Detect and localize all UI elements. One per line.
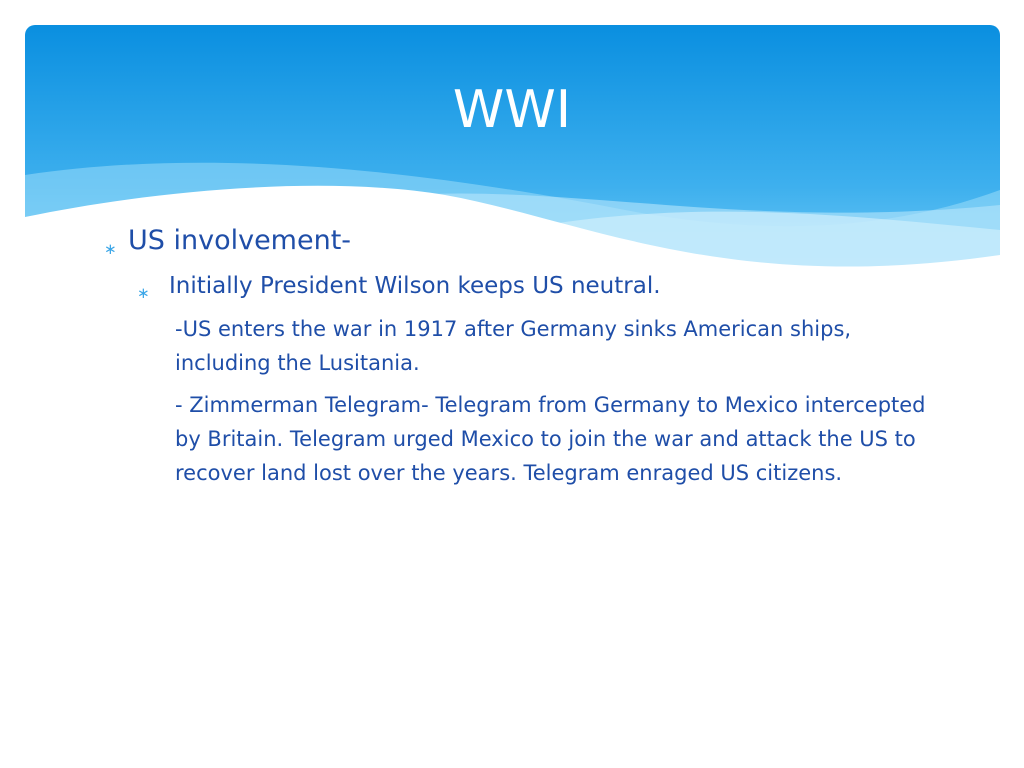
paragraph-zimmerman-telegram: - Zimmerman Telegram- Telegram from Germany to Mexico intercepted by Britain. Telegram urged Mexico to join the war and attack the US to recover land lost over the years. Telegram enraged US citizens. xyxy=(175,393,926,485)
bullet-level-1 xyxy=(104,224,351,266)
asterisk-bullet-icon: ∗ xyxy=(104,240,117,258)
slide-title: WWI xyxy=(452,80,572,140)
bullet-level-2 xyxy=(137,270,661,309)
bullet-level-2-text: Initially President Wilson keeps US neutral. xyxy=(169,273,661,299)
asterisk-bullet-icon: ∗ xyxy=(137,284,150,302)
bullet-level-1-text: US involvement- xyxy=(128,225,352,256)
paragraph-lusitania: -US enters the war in 1917 after Germany sinks American ships, including the Lusitania. xyxy=(175,317,852,375)
